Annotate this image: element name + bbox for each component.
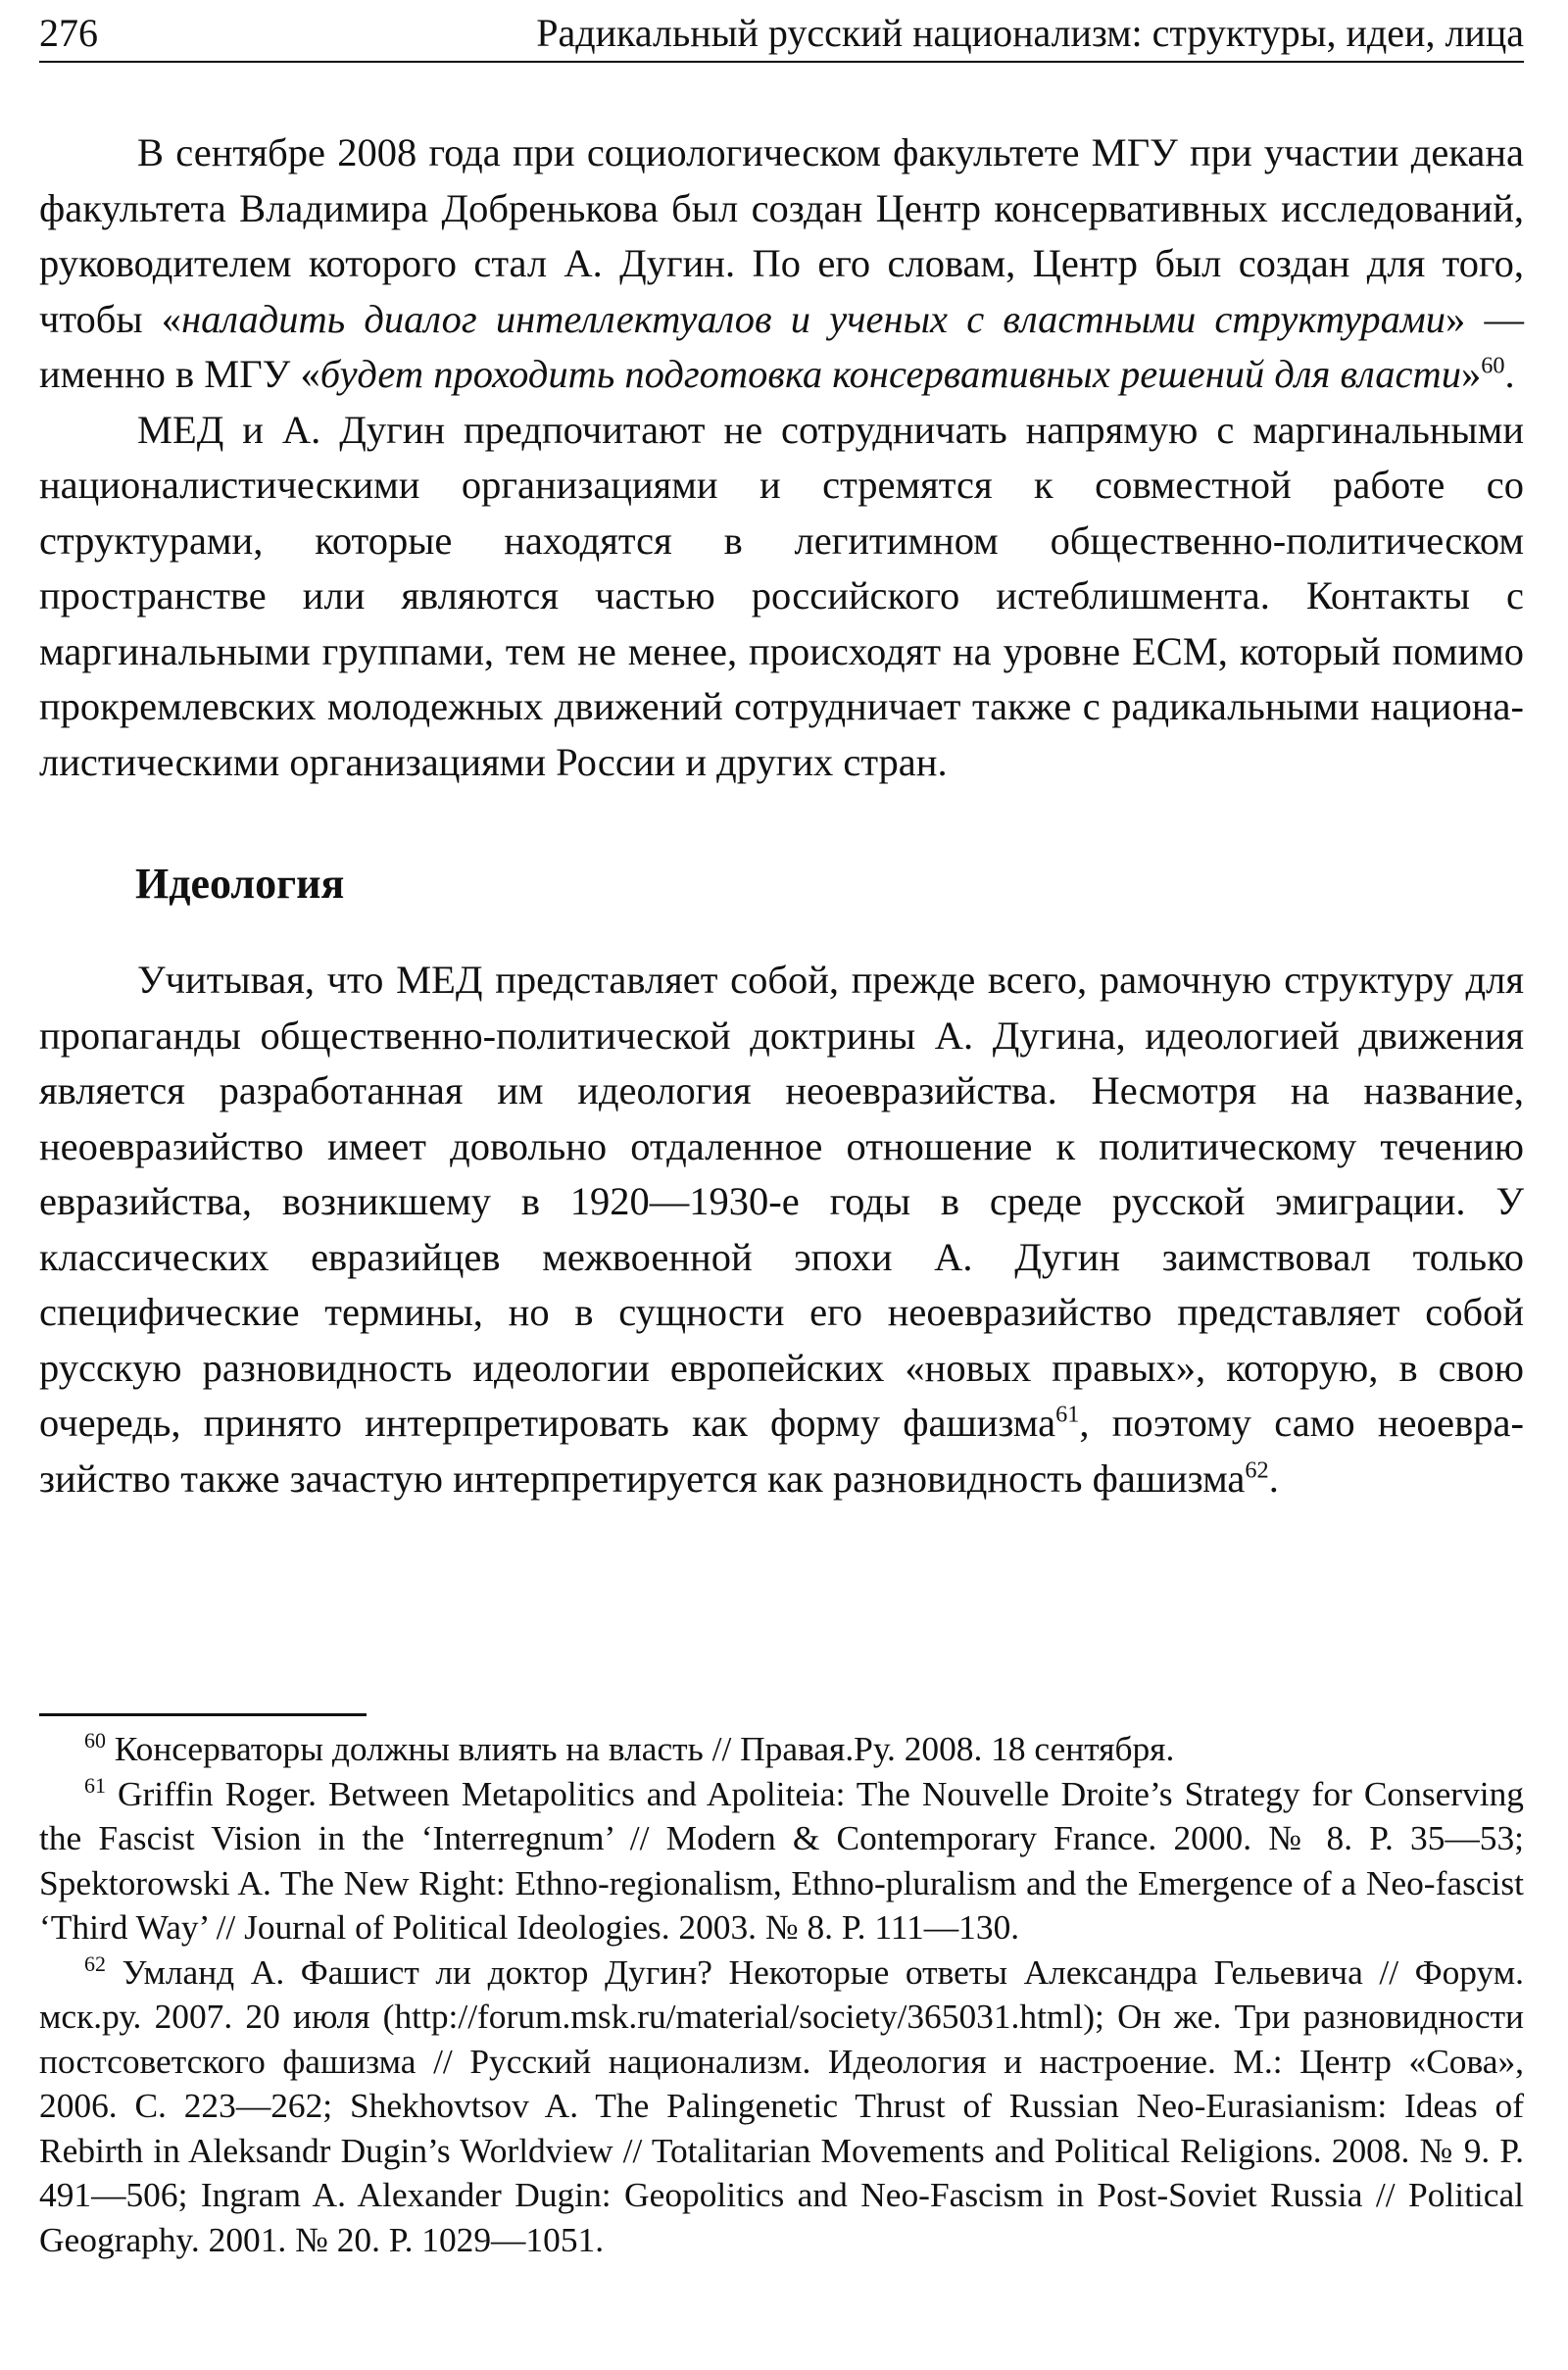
footnote [39,1950,1524,2263]
footnote-ref[interactable]: 61 [1055,1401,1080,1428]
footnote-text: Умланд А. Фашист ли доктор Дугин? Некоторые ответы Александра Гельевича // Форум. мск.ру. 2007. 20 июля (http://forum.msk.ru/material/society/365031.html); Он же. Три разновидности постсоветского фашизма // Русский национализм. Идеология и настроение. М.: Центр «Сова», 2006. С. 223—262; Shekhovtsov A. The Palingenetic Thrust of Russian Neo-Eurasianism: Ideas of Rebirth in Aleksandr Dugin’s Worldview // Totalitarian Movements and Political Religions. 2008. № 9. P. 491—506; Ingram A. Alexander Dugin: Geopolitics and Neo-Fascism in Post-Soviet Russia // Political Geography. 2001. № 20. P. 1029—1051. [39,1951,1524,2259]
text-run: Учитывая, что МЕД представляет собой, прежде всего, рамочную структуру для пропаганды общественно-политической доктрины А. Дугина, идеологией движения является разработанная им идеология неоевразийства. Несмотря на название, неоевразийство имеет довольно отдаленное отношение к политическому течению евразийства, возникшему в 1920—1930-е годы в среде русской эмиграции. У классических евразийцев межвоенной эпохи А. Дугин заимствовал только специфические термины, но в сущности его неоевразийство представляет собой русскую разновидность идеологии европейских «новых правых», которую, в свою очередь, принято интерпретировать как форму фашизма [39,958,1524,1445]
text-run: . [1504,352,1515,396]
italic-quote: наладить диалог интеллектуалов и ученых с властными структурами [181,296,1446,341]
footnote [39,1727,1524,1772]
footnote-text: Griffin Roger. Between Metapolitics and Apoliteia: The Nouvelle Droite’s Strategy for Conserving the Fascist Vision in the ‘Interregnum’ // Modern & Contemporary France. 2000. № 8. P. 35—53; Spektorowski A. The New Right: Ethno-regionalism, Ethno-pluralism and the Emergence of a Neo-fascist ‘Third Way’ // Journal of Political Ideologies. 2003. № 8. P. 111—130. [39,1773,1524,1947]
footnote-divider [39,1713,367,1716]
paragraph [39,125,1524,403]
footnote [39,1772,1524,1950]
text-run: » — именно в МГУ « [39,296,1524,396]
running-title: Радикальный русский национализм: структуры, идеи, лица [536,11,1524,55]
footnote-ref[interactable]: 60 [1481,352,1505,379]
footnote-number: 61 [84,1772,106,1798]
text-run: » [1461,352,1482,396]
text-run: , поэтому само неоевразийство также зачастую интерпретируется как разновидность фашизма [39,1401,1524,1501]
main-text [39,125,1524,1506]
text-run: . [1268,1456,1279,1501]
section-heading: Идеология [135,860,345,908]
footnotes [39,1727,1524,2262]
paragraph [39,953,1524,1506]
running-header [39,6,1524,63]
page-number: 276 [39,11,98,55]
italic-quote: будет проходить подготовка консервативных решений для власти [319,352,1461,396]
book-page [39,0,1529,2370]
text-run: В сентябре 2008 года при социологическом факультете МГУ при участии декана факультета Владимира Добренькова был создан Центр консервативных исследований, руководителем которого стал А. Дугин. По его словам, Центр был создан для того, чтобы « [39,130,1524,341]
footnote-number: 62 [84,1950,106,1976]
paragraph: МЕД и А. Дугин предпочитают не сотрудничать напрямую с маргинальными националистическими организациями и стремятся к совместной работе со структурами, которые находятся в легитимном общественно-политическом пространстве или являются частью российского истеблишмента. Контакты с маргинальными группами, тем не менее, происходят на уровне ЕСМ, который помимо прокремлевских молодежных движений сотрудничает также с радикальными националистическими организациями России и других стран. [39,407,1524,784]
footnote-number: 60 [84,1728,106,1753]
footnote-ref[interactable]: 62 [1245,1457,1269,1483]
footnote-text: Консерваторы должны влиять на власть // Правая.Ру. 2008. 18 сентября. [105,1729,1175,1768]
